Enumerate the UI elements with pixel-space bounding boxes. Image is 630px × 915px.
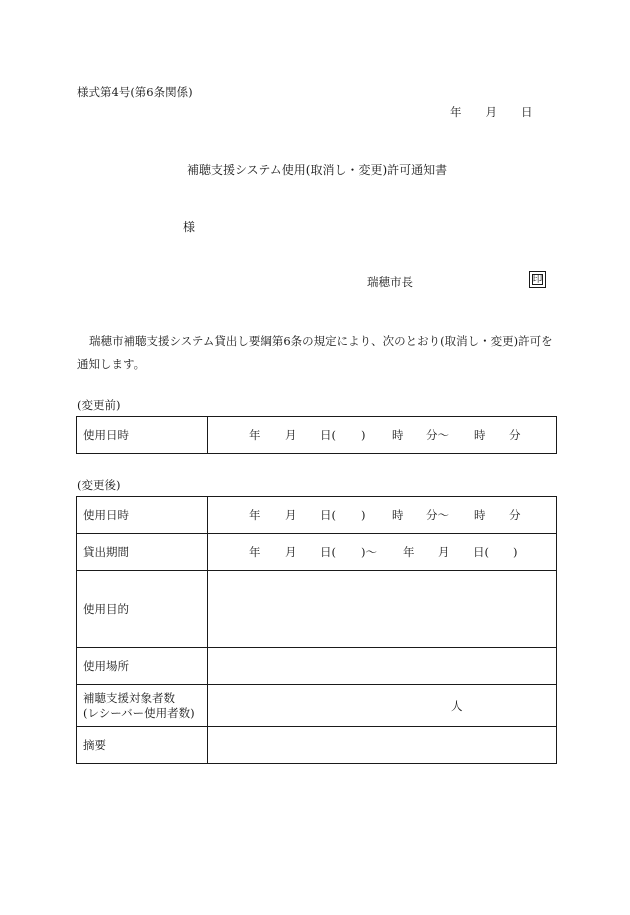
target-count-label-line1: 補聴支援対象者数 xyxy=(83,690,175,705)
table-row xyxy=(77,648,557,685)
lp-end-weekday-close: ) xyxy=(513,545,518,559)
location-field[interactable] xyxy=(208,648,557,685)
section-label-before: (変更前) xyxy=(77,398,121,412)
date-year: 年 xyxy=(450,105,462,119)
table-row xyxy=(77,497,557,534)
dt-month: 月 xyxy=(285,508,297,522)
date-line xyxy=(450,104,533,120)
table-row xyxy=(77,685,557,727)
addressee-honorific: 様 xyxy=(183,220,196,234)
lp-end-day: 日( xyxy=(473,545,489,559)
dt-hour: 時 xyxy=(392,428,404,442)
dt-hour: 時 xyxy=(392,508,404,522)
target-count-unit: 人 xyxy=(451,698,463,713)
loan-period-field[interactable] xyxy=(208,534,557,571)
lp-start-year: 年 xyxy=(249,545,261,559)
row-label-purpose: 使用目的 xyxy=(77,571,208,648)
row-label-loan-period: 貸出期間 xyxy=(77,534,208,571)
table-row xyxy=(77,417,557,454)
row-label-location: 使用場所 xyxy=(77,648,208,685)
usage-datetime-field[interactable] xyxy=(208,417,557,454)
section-label-after: (変更後) xyxy=(77,478,121,492)
issuer-name: 瑞穂市長 xyxy=(367,275,413,289)
target-count-field[interactable] xyxy=(208,685,557,727)
date-month: 月 xyxy=(485,105,497,119)
remarks-field[interactable] xyxy=(208,727,557,764)
dt-day: 日( xyxy=(320,508,336,522)
usage-datetime-field[interactable] xyxy=(208,497,557,534)
document-title: 補聴支援システム使用(取消し・変更)許可通知書 xyxy=(187,163,448,177)
date-day: 日 xyxy=(521,105,533,119)
form-number: 様式第4号(第6条関係) xyxy=(77,85,193,99)
dt-minute-from: 分〜 xyxy=(426,508,449,522)
dt-month: 月 xyxy=(285,428,297,442)
target-count-label-line2: (レシーバー使用者数) xyxy=(83,705,195,720)
dt-day: 日( xyxy=(320,428,336,442)
purpose-field[interactable] xyxy=(208,571,557,648)
table-row xyxy=(77,534,557,571)
dt-weekday-close: ) xyxy=(361,428,366,442)
lp-start-day: 日( xyxy=(320,545,336,559)
dt-weekday-close: ) xyxy=(361,508,366,522)
dt-minute-from: 分〜 xyxy=(426,428,449,442)
lp-end-month: 月 xyxy=(438,545,450,559)
table-before-change xyxy=(76,416,557,454)
table-row xyxy=(77,571,557,648)
lp-end-year: 年 xyxy=(403,545,415,559)
row-label-remarks: 摘要 xyxy=(77,727,208,764)
lp-start-month: 月 xyxy=(285,545,297,559)
row-label-usage-datetime: 使用日時 xyxy=(77,497,208,534)
dt-minute-to: 分 xyxy=(509,508,521,522)
dt-year: 年 xyxy=(249,508,261,522)
row-label-target-count xyxy=(77,685,208,727)
dt-year: 年 xyxy=(249,428,261,442)
table-row xyxy=(77,727,557,764)
dt-minute-to: 分 xyxy=(509,428,521,442)
table-after-change xyxy=(76,496,557,764)
lp-start-weekday-close: )〜 xyxy=(361,545,377,559)
dt-hour-to: 時 xyxy=(474,508,486,522)
dt-hour-to: 時 xyxy=(474,428,486,442)
seal-label: 印 xyxy=(532,274,543,285)
body-text: 瑞穂市補聴支援システム貸出し要綱第6条の規定により、次のとおり(取消し・変更)許可を通知します。 xyxy=(77,334,553,371)
row-label-usage-datetime: 使用日時 xyxy=(77,417,208,454)
seal-stamp xyxy=(529,271,546,288)
